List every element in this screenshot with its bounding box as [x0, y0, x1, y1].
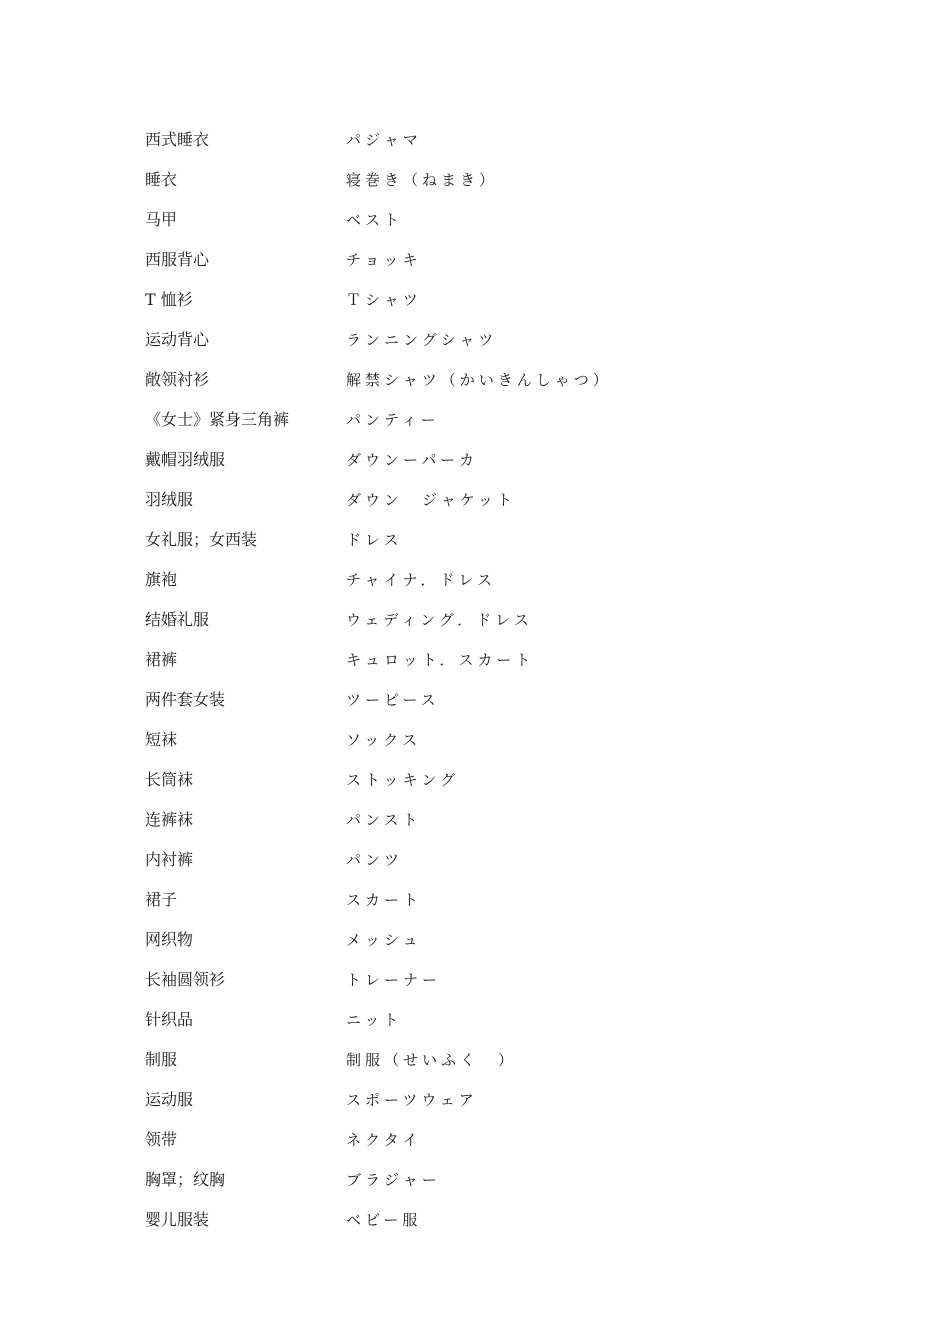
japanese-term: 寝巻き（ねまき）: [346, 171, 499, 189]
chinese-term: 长筒袜: [145, 770, 194, 789]
chinese-term: 短袜: [145, 730, 178, 749]
vocab-row: [145, 440, 845, 480]
japanese-term: ダウンーパーカ: [346, 451, 478, 469]
chinese-term: 《女士》紧身三角裤: [145, 410, 290, 429]
chinese-term: 结婚礼服: [145, 610, 210, 629]
vocab-row: [145, 880, 845, 920]
vocab-row: [145, 160, 845, 200]
chinese-term: 内衬裤: [145, 850, 194, 869]
chinese-term: 制服: [145, 1050, 178, 1069]
vocab-row: [145, 520, 845, 560]
chinese-term: 两件套女装: [145, 690, 226, 709]
vocab-row: [145, 560, 845, 600]
chinese-term: 运动服: [145, 1090, 194, 1109]
japanese-term: パンティー: [346, 411, 440, 429]
japanese-term: ブラジャー: [346, 1171, 441, 1189]
japanese-term: ダウン ジャケット: [346, 491, 516, 509]
vocab-row: [145, 120, 845, 160]
vocab-row: [145, 960, 845, 1000]
vocab-row: [145, 1080, 845, 1120]
vocab-row: [145, 1120, 845, 1160]
japanese-term: ウェディング．ドレス: [346, 611, 533, 629]
vocab-row: [145, 280, 845, 320]
japanese-term: ネクタイ: [346, 1131, 422, 1149]
vocab-row: [145, 1000, 845, 1040]
chinese-term: 戴帽羽绒服: [145, 450, 226, 469]
vocabulary-list: [145, 120, 845, 1240]
vocab-row: [145, 240, 845, 280]
vocab-row: [145, 1200, 845, 1240]
chinese-term: 女礼服；女西装: [145, 530, 258, 549]
japanese-term: ランニングシャツ: [346, 331, 498, 349]
chinese-term: 连裤袜: [145, 810, 194, 829]
chinese-term: 运动背心: [145, 330, 210, 349]
chinese-term: 睡衣: [145, 170, 178, 189]
vocab-row: [145, 480, 845, 520]
japanese-term: ツーピース: [346, 691, 440, 709]
japanese-term: キュロット．スカート: [346, 651, 535, 669]
chinese-term: 领带: [145, 1130, 178, 1149]
vocab-row: [145, 800, 845, 840]
japanese-term: ベスト: [346, 211, 404, 229]
japanese-term: Ｔシャツ: [346, 291, 422, 309]
chinese-term: 针织品: [145, 1010, 194, 1029]
chinese-term: T 恤衫: [145, 290, 193, 309]
japanese-term: 解禁シャツ（かいきんしゃつ）: [346, 371, 612, 389]
japanese-term: パンツ: [346, 851, 404, 869]
vocab-row: [145, 360, 845, 400]
japanese-term: チャイナ．ドレス: [346, 571, 497, 589]
vocab-row: [145, 200, 845, 240]
vocab-row: [145, 640, 845, 680]
chinese-term: 西服背心: [145, 250, 210, 269]
vocab-row: [145, 840, 845, 880]
vocab-row: [145, 1040, 845, 1080]
chinese-term: 敞领衬衫: [145, 370, 210, 389]
chinese-term: 裙子: [145, 890, 178, 909]
chinese-term: 马甲: [145, 210, 178, 229]
japanese-term: ベビー服: [346, 1211, 422, 1229]
japanese-term: パジャマ: [346, 131, 422, 149]
japanese-term: 制服（せいふく ）: [346, 1051, 518, 1069]
japanese-term: ストッキング: [346, 771, 460, 789]
japanese-term: スカート: [346, 891, 423, 909]
chinese-term: 羽绒服: [145, 490, 194, 509]
vocab-row: [145, 600, 845, 640]
japanese-term: パンスト: [346, 811, 422, 829]
chinese-term: 长袖圆领衫: [145, 970, 226, 989]
japanese-term: スポーツウェア: [346, 1091, 478, 1109]
vocab-row: [145, 680, 845, 720]
vocab-row: [145, 400, 845, 440]
chinese-term: 婴儿服装: [145, 1210, 210, 1229]
chinese-term: 胸罩；纹胸: [145, 1170, 226, 1189]
chinese-term: 裙裤: [145, 650, 178, 669]
japanese-term: チョッキ: [346, 251, 422, 269]
vocab-row: [145, 1160, 845, 1200]
japanese-term: メッシュ: [346, 931, 422, 949]
chinese-term: 旗袍: [145, 570, 178, 589]
japanese-term: ソックス: [346, 731, 422, 749]
vocab-row: [145, 320, 845, 360]
vocab-row: [145, 920, 845, 960]
chinese-term: 西式睡衣: [145, 130, 210, 149]
japanese-term: ドレス: [346, 531, 403, 549]
japanese-term: トレーナー: [346, 971, 442, 989]
vocab-row: [145, 720, 845, 760]
vocab-row: [145, 760, 845, 800]
chinese-term: 网织物: [145, 930, 194, 949]
japanese-term: ニット: [346, 1011, 403, 1029]
